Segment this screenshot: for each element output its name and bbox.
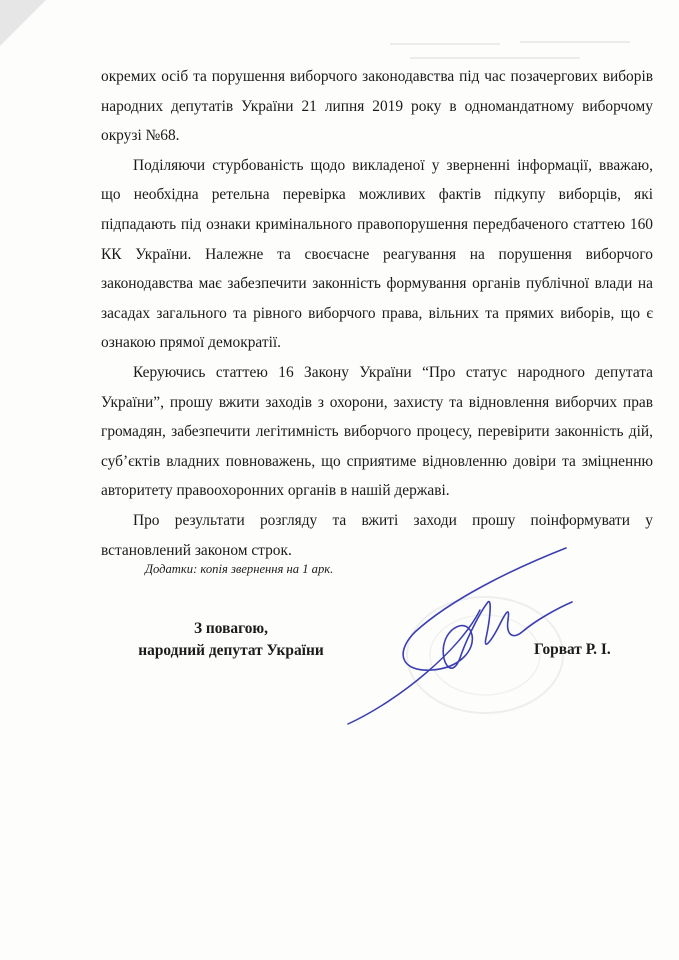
paragraph-4: Про результати розгляду та вжиті заходи прошу поінформувати у встановлений законом строк.	[101, 511, 653, 559]
page-fold-shadow	[0, 0, 46, 46]
paragraph-3: Керуючись статтею 16 Закону України “Про статус народного депутата України”, прошу вжити заходів з охорони, захисту та відновлення виборчих прав громадян, забезпечити легітимність виборчого процесу, перевірити законність дій, суб’єктів владних повноважень, що сприятиме відновленню довіри та зміцненню авторитету правоохоронних органів в нашій державі.	[101, 363, 653, 500]
signer-title: народний депутат України	[138, 642, 324, 659]
letter-body	[101, 62, 653, 565]
paragraph-2: Поділяючи стурбованість щодо викладеної у зверненні інформації, вважаю, що необхідна ретельна перевірка можливих фактів підкупу виборців, які підпадають під ознаки кримінального правопорушення передбаченого статтею 160 КК України. Належне та своєчасне реагування на порушення виборчого законодавства має забезпечити законність формування органів публічної влади на засадах загального та рівного виборчого права, вільних та прямих виборів, що є ознакою прямої демократії.	[101, 156, 653, 352]
closing-salutation: З повагою,	[193, 620, 269, 637]
attachment-note: Додатки: копія звернення на 1 арк.	[145, 562, 334, 576]
closing-block	[101, 618, 361, 662]
handwritten-signature	[340, 540, 580, 740]
signer-name: Горват Р. І.	[534, 641, 611, 658]
paragraph-1: окремих осіб та порушення виборчого законодавства під час позачергових виборів народних депутатів України 21 липня 2019 року в одномандатному виборчому окрузі №68.	[101, 68, 653, 145]
